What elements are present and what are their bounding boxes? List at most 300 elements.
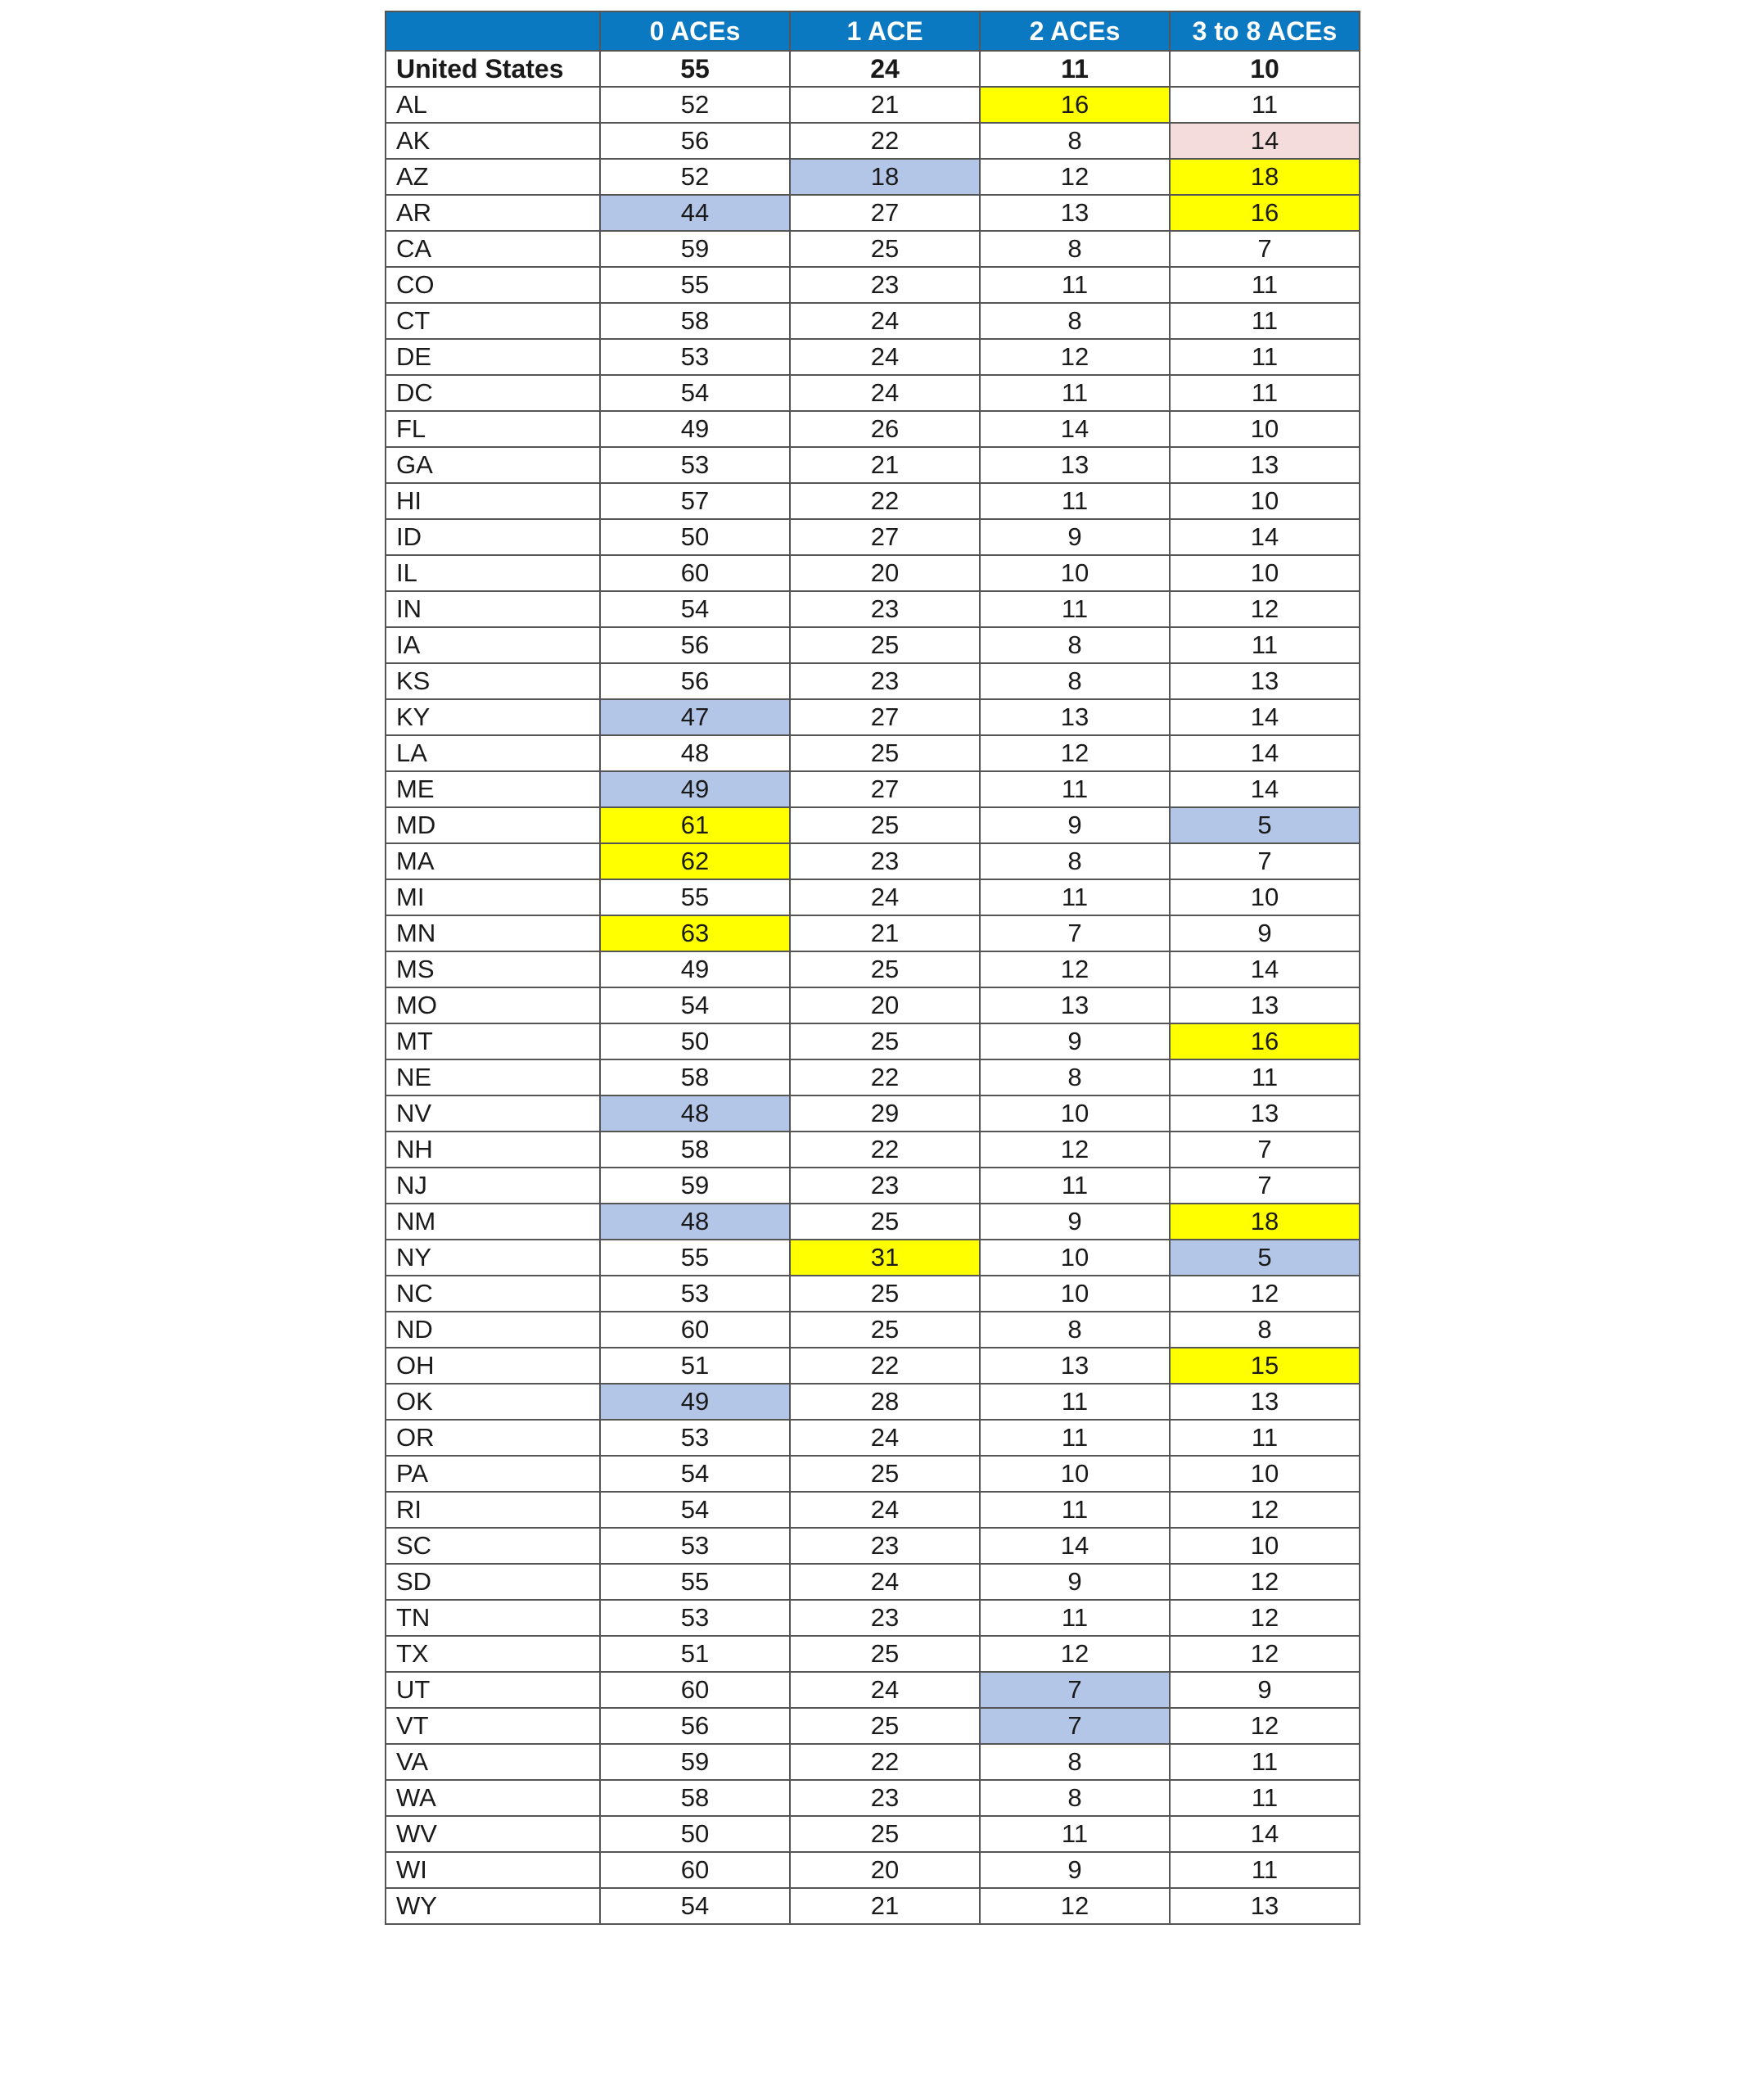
cell-3-to-8-aces: 11 <box>1170 627 1360 663</box>
table-row <box>386 303 1360 339</box>
cell-0-aces: 58 <box>600 1780 790 1816</box>
table-row <box>386 987 1360 1023</box>
table-row <box>386 627 1360 663</box>
cell-1-ace: 24 <box>790 375 980 411</box>
cell-2-aces: 10 <box>980 555 1170 591</box>
table-row <box>386 1780 1360 1816</box>
cell-0-aces: 54 <box>600 375 790 411</box>
cell-0-aces: 60 <box>600 1672 790 1708</box>
cell-2-aces: 12 <box>980 1132 1170 1168</box>
cell-1-ace: 25 <box>790 1816 980 1852</box>
cell-2-aces: 8 <box>980 231 1170 267</box>
cell-2-aces: 11 <box>980 591 1170 627</box>
cell-0-aces: 56 <box>600 627 790 663</box>
row-label: UT <box>386 1672 600 1708</box>
cell-3-to-8-aces: 10 <box>1170 879 1360 915</box>
table-row <box>386 1312 1360 1348</box>
row-label: DE <box>386 339 600 375</box>
cell-3-to-8-aces: 12 <box>1170 1276 1360 1312</box>
row-label: IA <box>386 627 600 663</box>
cell-2-aces: 11 <box>980 1420 1170 1456</box>
cell-1-ace: 26 <box>790 411 980 447</box>
cell-1-ace: 22 <box>790 123 980 159</box>
cell-3-to-8-aces: 14 <box>1170 951 1360 987</box>
cell-1-ace: 31 <box>790 1240 980 1276</box>
row-label: SC <box>386 1528 600 1564</box>
table-row <box>386 879 1360 915</box>
table-row <box>386 159 1360 195</box>
cell-0-aces: 59 <box>600 1168 790 1204</box>
cell-1-ace: 23 <box>790 1168 980 1204</box>
cell-1-ace: 24 <box>790 1564 980 1600</box>
row-label: VA <box>386 1744 600 1780</box>
cell-3-to-8-aces: 13 <box>1170 447 1360 483</box>
row-label: NV <box>386 1095 600 1132</box>
cell-1-ace: 25 <box>790 951 980 987</box>
cell-3-to-8-aces: 12 <box>1170 1492 1360 1528</box>
table-row <box>386 339 1360 375</box>
cell-3-to-8-aces: 16 <box>1170 1023 1360 1059</box>
cell-2-aces: 10 <box>980 1276 1170 1312</box>
row-label: NH <box>386 1132 600 1168</box>
cell-2-aces: 13 <box>980 987 1170 1023</box>
cell-1-ace: 29 <box>790 1095 980 1132</box>
row-label: TX <box>386 1636 600 1672</box>
cell-3-to-8-aces: 14 <box>1170 123 1360 159</box>
table-row <box>386 1852 1360 1888</box>
cell-3-to-8-aces: 13 <box>1170 1888 1360 1924</box>
cell-2-aces: 11 <box>980 1384 1170 1420</box>
cell-2-aces: 11 <box>980 267 1170 303</box>
cell-2-aces: 12 <box>980 951 1170 987</box>
cell-0-aces: 47 <box>600 699 790 735</box>
cell-2-aces: 8 <box>980 663 1170 699</box>
cell-2-aces: 9 <box>980 1023 1170 1059</box>
cell-2-aces: 8 <box>980 1059 1170 1095</box>
cell-0-aces: 51 <box>600 1348 790 1384</box>
cell-2-aces: 11 <box>980 879 1170 915</box>
row-label: WY <box>386 1888 600 1924</box>
row-label: NE <box>386 1059 600 1095</box>
cell-0-aces: 58 <box>600 303 790 339</box>
table-row <box>386 843 1360 879</box>
cell-3-to-8-aces: 14 <box>1170 735 1360 771</box>
cell-3-to-8-aces: 13 <box>1170 1095 1360 1132</box>
cell-2-aces: 11 <box>980 1816 1170 1852</box>
table-row <box>386 87 1360 123</box>
cell-3-to-8-aces: 12 <box>1170 1600 1360 1636</box>
cell-1-ace: 22 <box>790 483 980 519</box>
table-row <box>386 1492 1360 1528</box>
cell-2-aces: 11 <box>980 771 1170 807</box>
table-row <box>386 1384 1360 1420</box>
cell-3-to-8-aces: 13 <box>1170 1384 1360 1420</box>
cell-2-aces: 13 <box>980 1348 1170 1384</box>
table-row <box>386 1095 1360 1132</box>
cell-2-aces: 8 <box>980 1312 1170 1348</box>
cell-2-aces: 9 <box>980 1564 1170 1600</box>
cell-3-to-8-aces: 18 <box>1170 1204 1360 1240</box>
cell-3-to-8-aces: 5 <box>1170 1240 1360 1276</box>
cell-0-aces: 55 <box>600 1240 790 1276</box>
cell-1-ace: 23 <box>790 663 980 699</box>
row-label: NJ <box>386 1168 600 1204</box>
cell-1-ace: 23 <box>790 1600 980 1636</box>
row-label: OK <box>386 1384 600 1420</box>
row-label: DC <box>386 375 600 411</box>
cell-0-aces: 56 <box>600 1708 790 1744</box>
cell-3-to-8-aces: 18 <box>1170 159 1360 195</box>
row-label: WA <box>386 1780 600 1816</box>
cell-1-ace: 23 <box>790 1780 980 1816</box>
table-row <box>386 951 1360 987</box>
table-header-row <box>386 11 1360 51</box>
cell-0-aces: 49 <box>600 411 790 447</box>
cell-1-ace: 22 <box>790 1132 980 1168</box>
cell-1-ace: 24 <box>790 303 980 339</box>
cell-3-to-8-aces: 12 <box>1170 591 1360 627</box>
cell-3-to-8-aces: 12 <box>1170 1708 1360 1744</box>
column-header-state <box>386 11 600 51</box>
table-row <box>386 267 1360 303</box>
table-row <box>386 1240 1360 1276</box>
cell-3-to-8-aces: 10 <box>1170 555 1360 591</box>
cell-0-aces: 52 <box>600 159 790 195</box>
cell-3-to-8-aces: 14 <box>1170 1816 1360 1852</box>
cell-3-to-8-aces: 11 <box>1170 303 1360 339</box>
table-row <box>386 1708 1360 1744</box>
cell-2-aces: 8 <box>980 123 1170 159</box>
cell-3-to-8-aces: 14 <box>1170 771 1360 807</box>
cell-3-to-8-aces: 7 <box>1170 1168 1360 1204</box>
table-row <box>386 1744 1360 1780</box>
row-label: MN <box>386 915 600 951</box>
cell-0-aces: 54 <box>600 987 790 1023</box>
column-header-2-aces: 2 ACEs <box>980 11 1170 51</box>
row-label: IN <box>386 591 600 627</box>
row-label: AK <box>386 123 600 159</box>
cell-3-to-8-aces: 11 <box>1170 1852 1360 1888</box>
row-label: CT <box>386 303 600 339</box>
cell-1-ace: 23 <box>790 1528 980 1564</box>
cell-3-to-8-aces: 12 <box>1170 1564 1360 1600</box>
cell-0-aces: 56 <box>600 663 790 699</box>
row-label: CA <box>386 231 600 267</box>
cell-1-ace: 22 <box>790 1348 980 1384</box>
cell-2-aces: 10 <box>980 1240 1170 1276</box>
table-row <box>386 1528 1360 1564</box>
cell-2-aces: 9 <box>980 807 1170 843</box>
row-label: MT <box>386 1023 600 1059</box>
cell-2-aces: 9 <box>980 1204 1170 1240</box>
cell-1-ace: 27 <box>790 771 980 807</box>
cell-0-aces: 48 <box>600 735 790 771</box>
table-body <box>386 51 1360 1924</box>
table-row <box>386 1600 1360 1636</box>
cell-1-ace: 22 <box>790 1059 980 1095</box>
row-label: MA <box>386 843 600 879</box>
cell-3-to-8-aces: 10 <box>1170 411 1360 447</box>
table-row <box>386 1023 1360 1059</box>
cell-0-aces: 53 <box>600 1528 790 1564</box>
row-label: NY <box>386 1240 600 1276</box>
cell-2-aces: 8 <box>980 1780 1170 1816</box>
cell-3-to-8-aces: 11 <box>1170 87 1360 123</box>
cell-2-aces: 12 <box>980 339 1170 375</box>
row-label: IL <box>386 555 600 591</box>
cell-2-aces: 8 <box>980 843 1170 879</box>
row-label: SD <box>386 1564 600 1600</box>
cell-0-aces: 63 <box>600 915 790 951</box>
row-label: LA <box>386 735 600 771</box>
row-label: AZ <box>386 159 600 195</box>
cell-0-aces: 54 <box>600 1456 790 1492</box>
cell-1-ace: 27 <box>790 195 980 231</box>
cell-2-aces: 14 <box>980 1528 1170 1564</box>
table-row <box>386 1456 1360 1492</box>
cell-0-aces: 62 <box>600 843 790 879</box>
cell-0-aces: 60 <box>600 1852 790 1888</box>
row-label: RI <box>386 1492 600 1528</box>
cell-2-aces: 14 <box>980 411 1170 447</box>
cell-3-to-8-aces: 15 <box>1170 1348 1360 1384</box>
row-label: KS <box>386 663 600 699</box>
cell-3-to-8-aces: 11 <box>1170 267 1360 303</box>
row-label: VT <box>386 1708 600 1744</box>
cell-1-ace: 24 <box>790 339 980 375</box>
table-row <box>386 1672 1360 1708</box>
cell-2-aces: 9 <box>980 519 1170 555</box>
cell-1-ace: 28 <box>790 1384 980 1420</box>
cell-1-ace: 24 <box>790 1672 980 1708</box>
cell-0-aces: 58 <box>600 1059 790 1095</box>
cell-0-aces: 59 <box>600 1744 790 1780</box>
table-row <box>386 1276 1360 1312</box>
cell-1-ace: 25 <box>790 1276 980 1312</box>
table-row <box>386 663 1360 699</box>
cell-2-aces: 11 <box>980 1600 1170 1636</box>
table-row-united-states <box>386 51 1360 87</box>
cell-1-ace: 25 <box>790 231 980 267</box>
cell-2-aces: 7 <box>980 1672 1170 1708</box>
cell-1-ace: 21 <box>790 87 980 123</box>
cell-1-ace: 18 <box>790 159 980 195</box>
table-row <box>386 411 1360 447</box>
cell-1-ace: 24 <box>790 1492 980 1528</box>
cell-1-ace: 27 <box>790 519 980 555</box>
column-header-3-to-8-aces: 3 to 8 ACEs <box>1170 11 1360 51</box>
cell-3-to-8-aces: 11 <box>1170 375 1360 411</box>
row-label: ID <box>386 519 600 555</box>
table-row <box>386 1132 1360 1168</box>
table-row <box>386 1636 1360 1672</box>
cell-0-aces: 48 <box>600 1204 790 1240</box>
cell-3-to-8-aces: 10 <box>1170 483 1360 519</box>
cell-2-aces: 8 <box>980 627 1170 663</box>
cell-1-ace: 25 <box>790 1708 980 1744</box>
row-label: ND <box>386 1312 600 1348</box>
cell-1-ace: 20 <box>790 1852 980 1888</box>
cell-1-ace: 25 <box>790 1312 980 1348</box>
cell-2-aces: 12 <box>980 735 1170 771</box>
cell-0-aces: 53 <box>600 447 790 483</box>
table-row <box>386 771 1360 807</box>
row-label: HI <box>386 483 600 519</box>
cell-2-aces: 12 <box>980 159 1170 195</box>
cell-1-ace: 25 <box>790 807 980 843</box>
cell-0-aces: 53 <box>600 339 790 375</box>
cell-3-to-8-aces: 10 <box>1170 1456 1360 1492</box>
cell-0-aces: 44 <box>600 195 790 231</box>
cell-1-ace: 25 <box>790 627 980 663</box>
cell-3-to-8-aces: 11 <box>1170 1780 1360 1816</box>
cell-0-aces: 54 <box>600 591 790 627</box>
cell-3-to-8-aces: 7 <box>1170 1132 1360 1168</box>
row-label: AL <box>386 87 600 123</box>
cell-0-aces: 61 <box>600 807 790 843</box>
row-label: MO <box>386 987 600 1023</box>
row-label: AR <box>386 195 600 231</box>
table-row <box>386 591 1360 627</box>
cell-1-ace: 25 <box>790 735 980 771</box>
cell-3-to-8-aces: 5 <box>1170 807 1360 843</box>
cell-1-ace: 25 <box>790 1636 980 1672</box>
cell-3-to-8-aces: 9 <box>1170 1672 1360 1708</box>
cell-0-aces: 56 <box>600 123 790 159</box>
row-label: KY <box>386 699 600 735</box>
cell-0-aces: 52 <box>600 87 790 123</box>
table-row <box>386 735 1360 771</box>
cell-1-ace: 23 <box>790 591 980 627</box>
table-row <box>386 1420 1360 1456</box>
cell-3-to-8-aces: 14 <box>1170 699 1360 735</box>
cell-1-ace: 23 <box>790 267 980 303</box>
cell-0-aces: 55 <box>600 51 790 87</box>
cell-1-ace: 21 <box>790 447 980 483</box>
cell-3-to-8-aces: 11 <box>1170 339 1360 375</box>
cell-3-to-8-aces: 8 <box>1170 1312 1360 1348</box>
cell-1-ace: 25 <box>790 1023 980 1059</box>
cell-1-ace: 27 <box>790 699 980 735</box>
row-label: WI <box>386 1852 600 1888</box>
cell-0-aces: 58 <box>600 1132 790 1168</box>
cell-0-aces: 50 <box>600 519 790 555</box>
table-row <box>386 1816 1360 1852</box>
table-row <box>386 1059 1360 1095</box>
row-label: NC <box>386 1276 600 1312</box>
table-row <box>386 1888 1360 1924</box>
cell-2-aces: 13 <box>980 699 1170 735</box>
cell-3-to-8-aces: 7 <box>1170 231 1360 267</box>
cell-3-to-8-aces: 13 <box>1170 987 1360 1023</box>
table-row <box>386 123 1360 159</box>
cell-0-aces: 53 <box>600 1420 790 1456</box>
cell-3-to-8-aces: 7 <box>1170 843 1360 879</box>
table-row <box>386 555 1360 591</box>
row-label: MI <box>386 879 600 915</box>
cell-0-aces: 60 <box>600 555 790 591</box>
cell-3-to-8-aces: 14 <box>1170 519 1360 555</box>
cell-0-aces: 57 <box>600 483 790 519</box>
cell-0-aces: 49 <box>600 1384 790 1420</box>
column-header-1-ace: 1 ACE <box>790 11 980 51</box>
cell-0-aces: 54 <box>600 1492 790 1528</box>
table-row <box>386 195 1360 231</box>
row-label: MD <box>386 807 600 843</box>
cell-2-aces: 10 <box>980 1095 1170 1132</box>
table-row <box>386 807 1360 843</box>
cell-0-aces: 55 <box>600 267 790 303</box>
cell-1-ace: 25 <box>790 1204 980 1240</box>
cell-0-aces: 53 <box>600 1600 790 1636</box>
row-label: MS <box>386 951 600 987</box>
cell-3-to-8-aces: 11 <box>1170 1420 1360 1456</box>
cell-2-aces: 7 <box>980 1708 1170 1744</box>
table-row <box>386 699 1360 735</box>
cell-2-aces: 11 <box>980 483 1170 519</box>
cell-2-aces: 13 <box>980 447 1170 483</box>
cell-1-ace: 21 <box>790 915 980 951</box>
cell-1-ace: 24 <box>790 879 980 915</box>
row-label: CO <box>386 267 600 303</box>
cell-0-aces: 51 <box>600 1636 790 1672</box>
cell-2-aces: 8 <box>980 303 1170 339</box>
cell-2-aces: 11 <box>980 1492 1170 1528</box>
cell-1-ace: 20 <box>790 555 980 591</box>
table-row <box>386 915 1360 951</box>
table-row <box>386 483 1360 519</box>
cell-0-aces: 59 <box>600 231 790 267</box>
row-label: United States <box>386 51 600 87</box>
table-row <box>386 1564 1360 1600</box>
cell-0-aces: 55 <box>600 1564 790 1600</box>
cell-1-ace: 24 <box>790 51 980 87</box>
cell-2-aces: 9 <box>980 1852 1170 1888</box>
cell-1-ace: 22 <box>790 1744 980 1780</box>
cell-0-aces: 49 <box>600 771 790 807</box>
cell-2-aces: 8 <box>980 1744 1170 1780</box>
cell-1-ace: 25 <box>790 1456 980 1492</box>
cell-1-ace: 23 <box>790 843 980 879</box>
cell-0-aces: 53 <box>600 1276 790 1312</box>
cell-2-aces: 12 <box>980 1888 1170 1924</box>
cell-0-aces: 48 <box>600 1095 790 1132</box>
row-label: ME <box>386 771 600 807</box>
cell-1-ace: 21 <box>790 1888 980 1924</box>
cell-1-ace: 24 <box>790 1420 980 1456</box>
cell-0-aces: 50 <box>600 1816 790 1852</box>
cell-3-to-8-aces: 12 <box>1170 1636 1360 1672</box>
table-row <box>386 519 1360 555</box>
cell-2-aces: 10 <box>980 1456 1170 1492</box>
cell-0-aces: 55 <box>600 879 790 915</box>
cell-3-to-8-aces: 13 <box>1170 663 1360 699</box>
cell-2-aces: 7 <box>980 915 1170 951</box>
cell-1-ace: 20 <box>790 987 980 1023</box>
cell-3-to-8-aces: 9 <box>1170 915 1360 951</box>
cell-2-aces: 12 <box>980 1636 1170 1672</box>
row-label: FL <box>386 411 600 447</box>
row-label: NM <box>386 1204 600 1240</box>
row-label: WV <box>386 1816 600 1852</box>
cell-3-to-8-aces: 11 <box>1170 1744 1360 1780</box>
cell-3-to-8-aces: 10 <box>1170 51 1360 87</box>
cell-2-aces: 16 <box>980 87 1170 123</box>
row-label: OR <box>386 1420 600 1456</box>
table-row <box>386 447 1360 483</box>
table-row <box>386 1168 1360 1204</box>
table-row <box>386 375 1360 411</box>
